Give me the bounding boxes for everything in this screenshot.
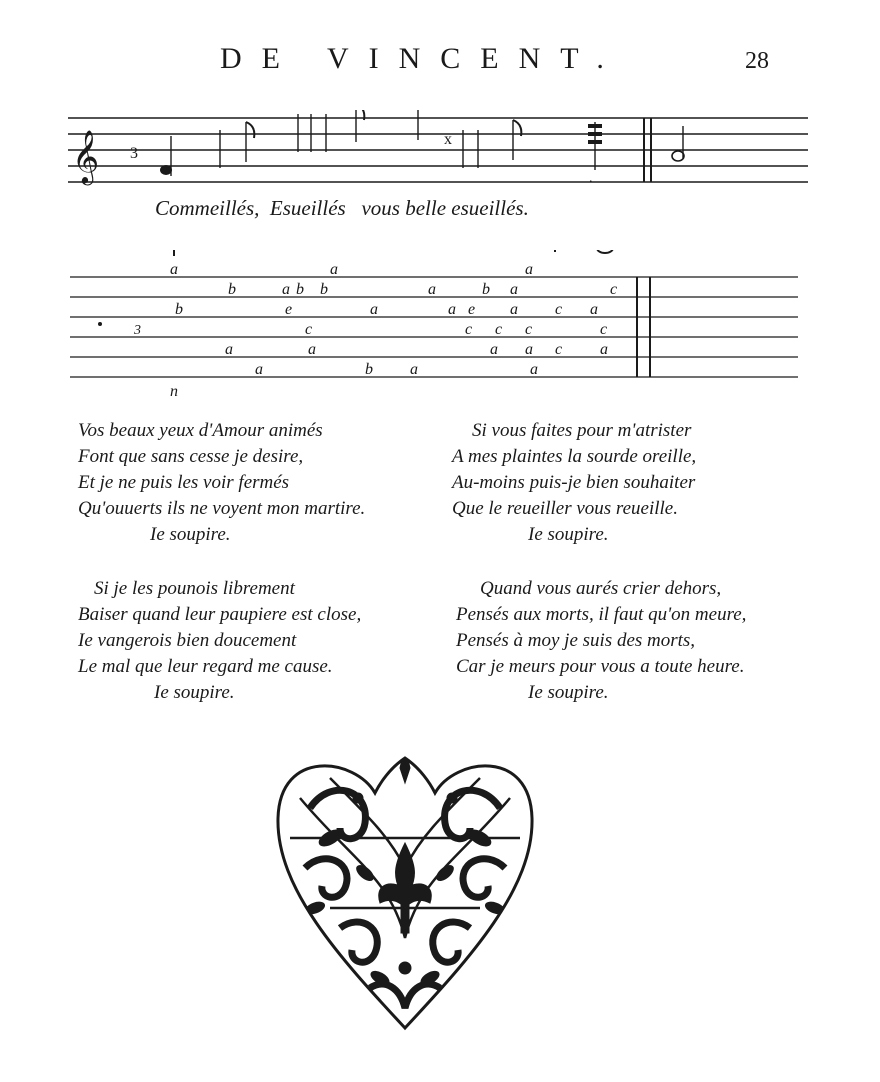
tab-letter: a (448, 301, 456, 318)
verse-line: Quand vous aurés crier dehors, (480, 578, 722, 599)
tab-letter: b (228, 281, 236, 298)
tab-letter: c (305, 321, 313, 338)
svg-text:.: . (589, 171, 593, 186)
verse-line: A mes plaintes la sourde oreille, (452, 446, 697, 467)
tab-letter: a (170, 261, 178, 278)
tab-letter: a (525, 261, 533, 278)
tab-letter: n (170, 383, 178, 400)
tab-letter: a (225, 341, 233, 358)
verse-line: Pensés à moy je suis des morts, (456, 630, 696, 651)
tab-time-mark: 3 (134, 323, 141, 338)
verse-line: Si je les pounois librement (94, 578, 295, 599)
tab-letter: a (590, 301, 598, 318)
verse-line: Si vous faites pour m'atrister (472, 420, 692, 441)
tab-letter: a (308, 341, 316, 358)
tab-letter: a (525, 341, 533, 358)
verse-line: Car je meurs pour vous a toute heure. (456, 656, 745, 677)
stanza-4 (456, 576, 746, 706)
refrain: Ie soupire. (528, 682, 609, 703)
tab-letter: a (282, 281, 290, 298)
verse-line: Baiser quand leur paupiere est close, (78, 604, 362, 625)
tab-letter: a (600, 341, 608, 358)
svg-text:x: x (444, 131, 452, 148)
verse-line: Que le reueiller vous reueille. (452, 498, 678, 519)
tab-letter: c (555, 301, 563, 318)
verse-line: Et je ne puis les voir fermés (78, 472, 290, 493)
tab-letter: c (495, 321, 503, 338)
refrain: Ie soupire. (150, 524, 231, 545)
music-staff (68, 110, 808, 190)
tab-letter: b (365, 361, 373, 378)
tab-letter: a (370, 301, 378, 318)
stanza-1 (78, 418, 365, 548)
tab-letter: b (482, 281, 490, 298)
tab-letter: a (410, 361, 418, 378)
tab-letter: c (555, 341, 563, 358)
tab-letter: a (530, 361, 538, 378)
stanza-3 (78, 576, 361, 706)
verse-line: Qu'ouuerts ils ne voyent mon martire. (78, 498, 366, 519)
tab-letter: a (510, 281, 518, 298)
lute-tablature (70, 250, 810, 400)
tab-letter: b (296, 281, 304, 298)
page-number: 28 (745, 48, 769, 74)
verse-line: Le mal que leur regard me cause. (78, 656, 333, 677)
tab-letter: e (285, 301, 293, 318)
tab-letter: a (330, 261, 338, 278)
tab-letter: b (175, 301, 183, 318)
refrain: Ie soupire. (154, 682, 235, 703)
tab-letter: a (255, 361, 263, 378)
tab-letter: e (468, 301, 476, 318)
verse-line: Au-moins puis-je bien souhaiter (452, 472, 696, 493)
staff-lyrics: Commeillés, Esueillés vous belle esueillés. (155, 196, 529, 220)
tab-letter: c (610, 281, 618, 298)
heart-ornament-icon (270, 738, 540, 1038)
verse-line: Font que sans cesse je desire, (78, 446, 304, 467)
verse-line: Pensés aux morts, il faut qu'on meure, (456, 604, 747, 625)
stanza-2 (452, 418, 696, 548)
tab-letter: c (525, 321, 533, 338)
staff-time-mark: 3 (130, 145, 138, 162)
tab-letter: a (510, 301, 518, 318)
verse-line: Vos beaux yeux d'Amour animés (78, 420, 323, 441)
page-title: DE VINCENT. (220, 42, 624, 75)
tab-letter: c (600, 321, 608, 338)
tab-letter: a (428, 281, 436, 298)
tab-letter: a (490, 341, 498, 358)
verse-line: Ie vangerois bien doucement (78, 630, 297, 651)
svg-text:𝄞: 𝄞 (72, 129, 100, 183)
tab-letter: b (320, 281, 328, 298)
tab-letter: c (465, 321, 473, 338)
refrain: Ie soupire. (528, 524, 609, 545)
